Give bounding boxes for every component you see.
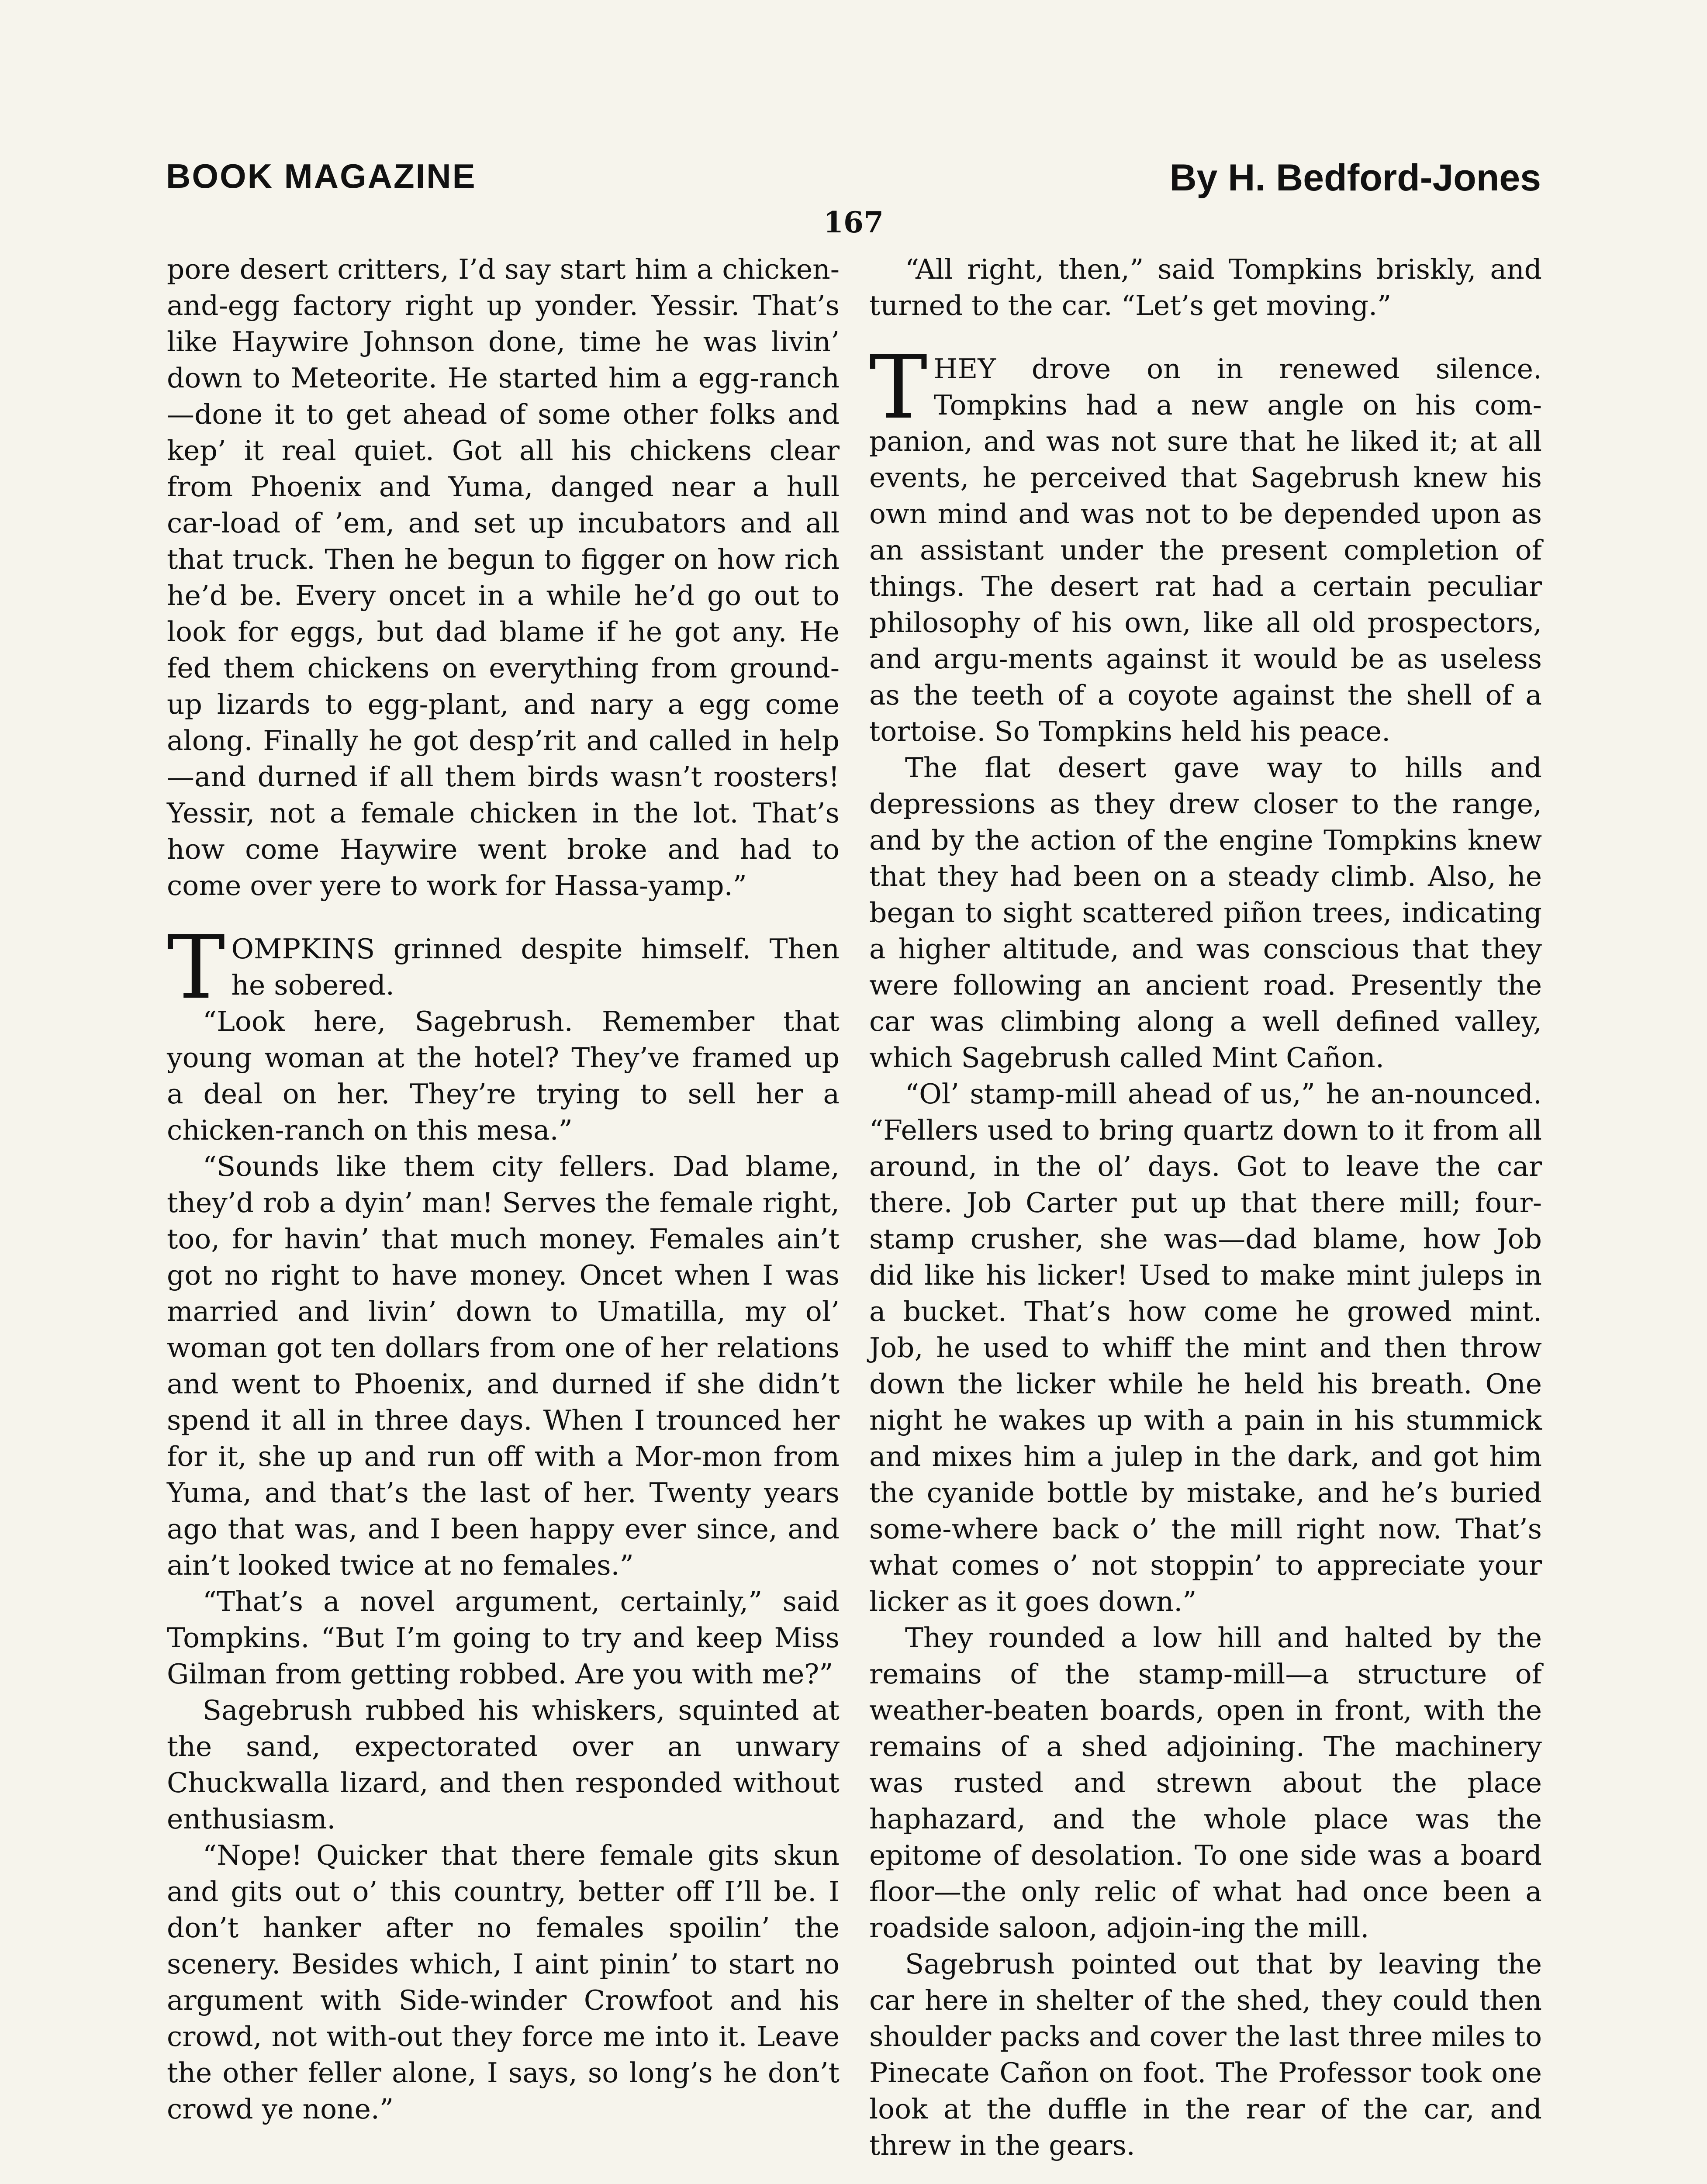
paragraph: The flat desert gave way to hills and depressions as they drew closer to the range, and by the action of the engine Tompkins knew that they had been on a steady climb. Also, he began to sight scattered piñon trees, indicating a higher altitude, and was conscious that they were following an ancient road. Presently the car was climbing along a well defined valley, which Sagebrush called Mint Cañon.	[869, 752, 1542, 1074]
paragraph: “Sounds like them city fellers. Dad blame, they’d rob a dyin’ man! Serves the female right, too, for havin’ that much money. Females ain’t got no right to have money. Oncet when I was married and livin’ down to Umatilla, my ol’ woman got ten dollars from one of her relations and went to Phoenix, and durned if she didn’t spend it all in three days. When I trounced her for it, she up and run off with a Mor-mon from Yuma, and that’s the last of her. Twenty years ago that was, and I been happy ever since, and ain’t looked twice at no females.”	[167, 1151, 840, 1581]
magazine-title: BOOK MAGAZINE	[166, 157, 477, 195]
left-column	[167, 251, 840, 2127]
paragraph: pore desert critters, I’d say start him a chicken-and-egg factory right up yonder. Yessir. That’s like Haywire Johnson done, time he was livin’ down to Meteorite. He started him a egg-ranch—done it to get ahead of some other folks and kep’ it real quiet. Got all his chickens clear from Phoenix and Yuma, danged near a hull car-load of ’em, and set up incubators and all that truck. Then he begun to figger on how rich he’d be. Every oncet in a while he’d go out to look for eggs, but dad blame if he got any. He fed them chickens on everything from ground-up lizards to egg-plant, and nary a egg come along. Finally he got desp’rit and called in help—and durned if all them birds wasn’t roosters! Yessir, not a female chicken in the lot. That’s how come Haywire went broke and had to come over yere to work for Hassa-yamp.”	[167, 253, 840, 902]
paragraph: “All right, then,” said Tompkins briskly, and turned to the car. “Let’s get moving.”	[869, 253, 1542, 321]
paragraph-dropcap: TOMPKINS grinned despite himself. Then he sobered.	[167, 917, 840, 1019]
paragraph: Sagebrush pointed out that by leaving the car here in shelter of the shed, they could then shoulder packs and cover the last three miles to Pinecate Cañon on foot. The Professor took one look at the duffle in the rear of the car, and threw in the gears.	[869, 1948, 1542, 2161]
paragraph: “Ol’ stamp-mill ahead of us,” he an-nounced. “Fellers used to bring quartz down to it from all around, in the ol’ days. Got to leave the car there. Job Carter put up that there mill; four-stamp crusher, she was—dad blame, how Job did like his licker! Used to make mint juleps in a bucket. That’s how come he growed mint. Job, he used to whiff the mint and then throw down the licker while he held his breath. One night he wakes up with a pain in his stummick and mixes him a julep in the dark, and got him the cyanide bottle by mistake, and he’s buried some-where back o’ the mill right now. That’s what comes o’ not stoppin’ to appreciate your licker as it goes down.”	[869, 1078, 1542, 1617]
page-number: 167	[823, 205, 884, 239]
right-column	[869, 251, 1542, 2163]
running-header	[166, 156, 1541, 204]
paragraph: Sagebrush rubbed his whiskers, squinted at the sand, expectorated over an unwary Chuckwalla lizard, and then responded without enthusiasm.	[167, 1694, 840, 1835]
paragraph-dropcap: THEY drove on in renewed silence. Tompkins had a new angle on his com-panion, and was not sure that he liked it; at all events, he perceived that Sagebrush knew his own mind and was not to be depended upon as an assistant under the present completion of things. The desert rat had a certain peculiar philosophy of his own, like all old prospectors, and argu-ments against it would be as useless as the teeth of a coyote against the shell of a tortoise. So Tompkins held his peace.	[869, 337, 1542, 747]
author-byline: By H. Bedford-Jones	[1169, 157, 1541, 199]
paragraph: “Nope! Quicker that there female gits skun and gits out o’ this country, better off I’ll be. I don’t hanker after no females spoilin’ the scenery. Besides which, I aint pinin’ to start no argument with Side-winder Crowfoot and his crowd, not with-out they force me into it. Leave the other feller alone, I says, so long’s he don’t crowd ye none.”	[167, 1839, 840, 2125]
paragraph: “That’s a novel argument, certainly,” said Tompkins. “But I’m going to try and keep Miss Gilman from getting robbed. Are you with me?”	[167, 1586, 840, 1690]
paragraph: They rounded a low hill and halted by the remains of the stamp-mill—a structure of weather-beaten boards, open in front, with the remains of a shed adjoining. The machinery was rusted and strewn about the place haphazard, and the whole place was the epitome of desolation. To one side was a board floor—the only relic of what had once been a roadside saloon, adjoin-ing the mill.	[869, 1622, 1542, 1944]
paragraph: “Look here, Sagebrush. Remember that young woman at the hotel? They’ve framed up a deal on her. They’re trying to sell her a chicken-ranch on this mesa.”	[167, 1006, 840, 1146]
